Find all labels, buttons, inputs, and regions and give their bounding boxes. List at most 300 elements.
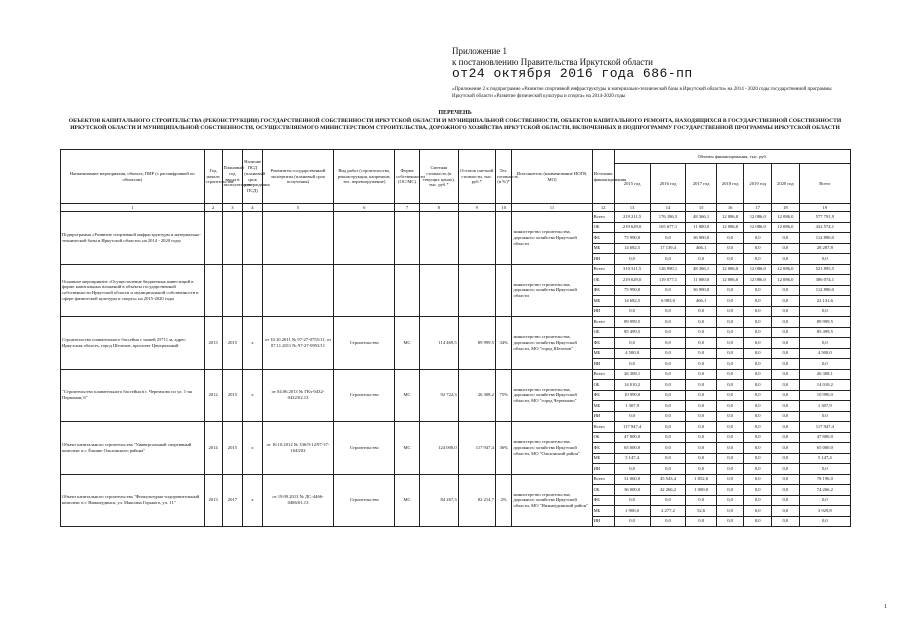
total-value: 4 500,0 [799, 348, 850, 359]
funding-source: Всего [592, 474, 614, 485]
total-value: 386 074,1 [799, 275, 850, 286]
funding-value: 0,0 [772, 506, 800, 517]
expertise-details: от 04.06.2013 № ГКэ-0432-0432/02.13 [262, 369, 334, 422]
readiness: 34% [495, 317, 512, 370]
funding-value: 0,0 [744, 474, 772, 485]
total-value: 65 000,0 [799, 443, 850, 454]
funding-value: 48 366,1 [686, 264, 716, 275]
year-end [222, 264, 243, 317]
funding-value: 0,0 [686, 411, 716, 422]
funding-value: 0,0 [772, 338, 800, 349]
funding-value: 0,0 [716, 233, 744, 244]
header-year-start: Год начала строительства [204, 150, 222, 204]
remaining-cost: 89 999,5 [458, 317, 495, 370]
expertise-details [262, 212, 334, 265]
object-name: Объект капитального строительства "Универсальный спортивный комплекс в г. Ёлкине Ольхонского района" [61, 422, 205, 475]
funding-value: 0,0 [772, 474, 800, 485]
funding-value: 1 307,9 [614, 401, 650, 412]
funding-value: 0,0 [744, 327, 772, 338]
header-year: 2015 год [614, 164, 650, 204]
funding-value: 0,0 [650, 285, 686, 296]
funding-source: ИИ [592, 359, 614, 370]
funding-value: 165 677,1 [650, 222, 686, 233]
funding-value: 0,0 [614, 338, 650, 349]
table-row [61, 264, 851, 275]
funding-value: 0,0 [716, 243, 744, 254]
table-row [61, 422, 851, 433]
readiness [495, 264, 512, 317]
funding-value: 11 000,0 [686, 222, 716, 233]
funding-value: 0,0 [650, 254, 686, 265]
table-row [61, 474, 851, 485]
funding-value: 0,0 [686, 401, 716, 412]
funding-value: 0,0 [772, 369, 800, 380]
funding-value: 0,0 [716, 443, 744, 454]
total-value: 0,0 [799, 411, 850, 422]
funding-source: ИИ [592, 306, 614, 317]
funding-value: 14 010,2 [614, 380, 650, 391]
funding-value: 0,0 [772, 254, 800, 265]
psd-status: х [243, 317, 262, 370]
funding-value: 117 947,4 [614, 422, 650, 433]
funding-value: 2 277,2 [650, 506, 686, 517]
funding-value: 0,0 [772, 243, 800, 254]
funding-value: 0,0 [614, 411, 650, 422]
funding-source: ФБ [592, 338, 614, 349]
funding-value: 89 999,5 [614, 317, 650, 328]
funding-value: 219 629,0 [614, 275, 650, 286]
funding-source: МБ [592, 453, 614, 464]
funding-value: 0,0 [716, 348, 744, 359]
ownership-form: МС [395, 474, 420, 527]
header-remaining: Остаток сметной стоимости, тыс. руб.* [458, 150, 495, 204]
total-value: 0,0 [799, 359, 850, 370]
funding-source: ИИ [592, 464, 614, 475]
total-value: 89 999,5 [799, 317, 850, 328]
funding-value: 176 186,5 [650, 212, 686, 223]
remaining-cost [458, 264, 495, 317]
funding-value: 0,0 [772, 495, 800, 506]
total-value: 112 890,0 [799, 285, 850, 296]
column-number: 5 [262, 204, 334, 212]
funding-value: 0,0 [772, 285, 800, 296]
total-value: 432 574,1 [799, 222, 850, 233]
funding-value: 0,0 [744, 306, 772, 317]
funding-value: 1 852,6 [686, 474, 716, 485]
funding-value: 0,0 [716, 516, 744, 527]
funding-value: 0,0 [614, 516, 650, 527]
funding-value: 6 983,0 [650, 296, 686, 307]
funding-source: ОБ [592, 275, 614, 286]
funding-value: 0,0 [650, 401, 686, 412]
funding-value: 0,0 [772, 516, 800, 527]
total-value: 521 895,5 [799, 264, 850, 275]
funding-value: 0,0 [772, 317, 800, 328]
executor: министерство строительства, дорожного хозяйства Иркутской области, МО "Нижнеудинский район" [512, 474, 592, 527]
funding-value: 0,0 [650, 390, 686, 401]
funding-value: 0,0 [686, 495, 716, 506]
estimated-cost: 92 722,3 [419, 369, 458, 422]
funding-value: 0,0 [744, 348, 772, 359]
funding-value: 0,0 [772, 327, 800, 338]
funding-source: ОБ [592, 432, 614, 443]
ownership-form: МС [395, 422, 420, 475]
funding-value: 0,0 [650, 233, 686, 244]
object-name: "Строительство плавательного бассейна в г. Черемхово по ул. 1-ая Первомая, 6" [61, 369, 205, 422]
total-value: 28 287,8 [799, 243, 850, 254]
column-number: 15 [686, 204, 716, 212]
funding-value: 65 000,0 [614, 443, 650, 454]
funding-value: 0,0 [744, 338, 772, 349]
expertise-details: от 19.09.2013 № ДС-4466-0486/01.13 [262, 474, 334, 527]
funding-value: 0,0 [744, 401, 772, 412]
funding-source: Всего [592, 264, 614, 275]
header-year: 2020 год [772, 164, 800, 204]
funding-value: 75 990,0 [614, 233, 650, 244]
funding-value: 0,0 [716, 474, 744, 485]
funding-value: 48 366,1 [686, 212, 716, 223]
funding-value: 0,0 [650, 422, 686, 433]
funding-value: 0,0 [744, 411, 772, 422]
header-executor: Исполнитель (наименование ИОГВ, МО) [512, 150, 592, 204]
funding-value: 0,0 [744, 516, 772, 527]
funding-value: 0,0 [716, 359, 744, 370]
funding-value: 0,0 [716, 506, 744, 517]
total-value: 0,0 [799, 516, 850, 527]
funding-value: 0,0 [744, 495, 772, 506]
column-number: 12 [592, 204, 614, 212]
total-value: 0,0 [799, 338, 850, 349]
year-end: 2015 [222, 317, 243, 370]
funding-value: 0,0 [772, 359, 800, 370]
funding-value: 0,0 [716, 422, 744, 433]
funding-source: Всего [592, 317, 614, 328]
funding-value: 0,0 [772, 453, 800, 464]
column-number: 13 [614, 204, 650, 212]
funding-value: 12 086,0 [716, 212, 744, 223]
header-cost: Сметная стоимость (в текущих ценах), тыс. руб.* [419, 150, 458, 204]
header-readiness: Тех. готовность (в %)* [495, 150, 512, 204]
funding-value: 119 077,1 [650, 275, 686, 286]
ownership-form: МС [395, 317, 420, 370]
psd-status: х [243, 422, 262, 475]
funding-value: 0,0 [744, 369, 772, 380]
header-work-type: Вид работ (строительство, реконструкция, капремонт, тех. перевооружение) [334, 150, 395, 204]
funding-value: 0,0 [614, 464, 650, 475]
appendix-note: «Приложение 2 к подпрограмме «Развитие спортивной инфраструктуры и материально-технической базы в Иркутской области» на 2014 - 2020 годы государственной программы Иркутской области «Развитие физической культуры и спорта» на 2014-2020 годы [452, 87, 832, 99]
funding-value: 0,0 [772, 306, 800, 317]
document-heading [60, 110, 850, 133]
funding-value: 0,0 [716, 411, 744, 422]
estimated-cost [419, 264, 458, 317]
work-type: Строительство [334, 369, 395, 422]
funding-value: 12 086,0 [716, 222, 744, 233]
expertise-details: от 10.10.2011 № 97-27-0755/11, от 07.11.2011 № 97-27-0953/11 [262, 317, 334, 370]
funding-value: 0,0 [772, 233, 800, 244]
funding-value: 0,0 [686, 516, 716, 527]
funding-value: 0,0 [716, 390, 744, 401]
funding-value: 0,0 [716, 380, 744, 391]
funding-source: МБ [592, 296, 614, 307]
column-numbers-row [61, 204, 851, 212]
column-number: 19 [799, 204, 850, 212]
total-value: 0,0 [799, 254, 850, 265]
funding-source: ОБ [592, 222, 614, 233]
funding-value: 0,0 [744, 390, 772, 401]
funding-value: 14 682,5 [614, 296, 650, 307]
funding-value: 75 990,0 [614, 285, 650, 296]
year-start [204, 264, 222, 317]
total-value: 0,0 [799, 306, 850, 317]
total-value: 47 800,0 [799, 432, 850, 443]
funding-value: 0,0 [686, 317, 716, 328]
funding-value: 0,0 [686, 306, 716, 317]
year-end [222, 212, 243, 265]
header-year: 2019 год [744, 164, 772, 204]
funding-value: 12 086,0 [772, 212, 800, 223]
column-number: 18 [772, 204, 800, 212]
funding-value: 0,0 [772, 432, 800, 443]
funding-value: 0,0 [744, 464, 772, 475]
table-row [61, 369, 851, 380]
total-value: 78 196,0 [799, 474, 850, 485]
psd-status [243, 212, 262, 265]
total-value: 0,0 [799, 495, 850, 506]
remaining-cost: 117 947,4 [458, 422, 495, 475]
work-type [334, 212, 395, 265]
funding-value: 12 086,0 [744, 212, 772, 223]
year-end: 2017 [222, 474, 243, 527]
header-source: Источник финансирования [592, 150, 614, 204]
funding-value: 0,0 [744, 422, 772, 433]
funding-value: 0,0 [650, 338, 686, 349]
funding-source: ФБ [592, 233, 614, 244]
funding-value: 0,0 [716, 464, 744, 475]
funding-value: 85 499,5 [614, 327, 650, 338]
funding-value: 0,0 [650, 432, 686, 443]
funding-value: 12 086,0 [772, 222, 800, 233]
ownership-form: МС [395, 369, 420, 422]
funding-value: 0,0 [650, 306, 686, 317]
ownership-form [395, 212, 420, 265]
funding-value: 11 000,0 [686, 275, 716, 286]
funding-source: ИИ [592, 254, 614, 265]
funding-value: 0,0 [686, 369, 716, 380]
ownership-form [395, 264, 420, 317]
funding-value: 0,0 [716, 495, 744, 506]
funding-value: 0,0 [716, 285, 744, 296]
funding-source: ФБ [592, 495, 614, 506]
header-ownership: Форма собственности (ОС/МС) [395, 150, 420, 204]
executor: министерство строительства, дорожного хозяйства Иркутской области [512, 264, 592, 317]
funding-value: 0,0 [614, 306, 650, 317]
funding-value: 0,0 [686, 327, 716, 338]
funding-value: 126 990,1 [650, 264, 686, 275]
funding-source: ОБ [592, 327, 614, 338]
funding-value: 1 900,0 [614, 506, 650, 517]
funding-value: 0,0 [686, 380, 716, 391]
funding-value: 0,0 [744, 317, 772, 328]
psd-status: х [243, 369, 262, 422]
column-number: 10 [495, 204, 512, 212]
object-name: Подпрограмма «Развитие спортивной инфраструктуры и материально- технической базы в Иркутской области» на 2014 - 2020 годы [61, 212, 205, 265]
object-name: Основное мероприятие «Осуществление бюджетных инвестиций в форме капитальных вложений в объекты государственной собственности Иркутской области и муниципальной собственности в сфере физической культуры и спорта» на 2015-2020 годы [61, 264, 205, 317]
funding-source: ИИ [592, 516, 614, 527]
funding-source: МБ [592, 401, 614, 412]
funding-value: 0,0 [686, 464, 716, 475]
funding-value: 0,0 [686, 453, 716, 464]
funding-value: 0,0 [716, 485, 744, 496]
funding-value: 0,0 [686, 422, 716, 433]
funding-value: 12 086,0 [772, 275, 800, 286]
funding-value: 12 086,0 [716, 264, 744, 275]
column-number: 8 [419, 204, 458, 212]
funding-value: 0,0 [614, 359, 650, 370]
funding-value: 0,0 [686, 338, 716, 349]
readiness: 2% [495, 474, 512, 527]
executor: министерство строительства, дорожного хозяйства Иркутской области, МО "город Черемхово" [512, 369, 592, 422]
funding-value: 5 147,4 [614, 453, 650, 464]
header-year: 2016 год [650, 164, 686, 204]
readiness [495, 212, 512, 265]
funding-value: 0,0 [650, 495, 686, 506]
column-number: 4 [243, 204, 262, 212]
header-funding: Объемы финансирования, тыс. руб. [614, 150, 850, 164]
funding-value: 12 086,0 [772, 264, 800, 275]
table-row [61, 317, 851, 328]
executor: министерство строительства, дорожного хозяйства Иркутской области, МО "Ольхонский район" [512, 422, 592, 475]
column-number: 3 [222, 204, 243, 212]
total-value: 3 929,8 [799, 506, 850, 517]
funding-value: 0,0 [650, 348, 686, 359]
funding-value: 0,0 [744, 380, 772, 391]
expertise-details: от 16.10.2012 № 336/9-12/97-37-1043/02 [262, 422, 334, 475]
readiness: 36% [495, 422, 512, 475]
funding-value: 0,0 [772, 296, 800, 307]
funding-source: ФБ [592, 390, 614, 401]
total-value: 22 131,6 [799, 296, 850, 307]
year-end: 2015 [222, 422, 243, 475]
funding-value: 0,0 [650, 516, 686, 527]
funding-value: 0,0 [772, 348, 800, 359]
header-year: 2018 год [716, 164, 744, 204]
funding-value: 0,0 [650, 369, 686, 380]
estimated-cost: 124 000,0 [419, 422, 458, 475]
funding-value: 12 086,0 [744, 275, 772, 286]
funding-value: 219 211,5 [614, 212, 650, 223]
funding-source: ОБ [592, 485, 614, 496]
funding-value: 12 086,0 [744, 222, 772, 233]
header-expertise: Реквизиты государственной экспертизы (плановый срок получения) [262, 150, 334, 204]
annex-line2: к постановлению Правительства Иркутской области [452, 57, 653, 67]
work-type: Строительство [334, 474, 395, 527]
funding-value: 466,1 [686, 296, 716, 307]
year-start: 2014 [204, 422, 222, 475]
total-value: 85 499,5 [799, 327, 850, 338]
funding-value: 0,0 [650, 443, 686, 454]
total-value: 5 147,4 [799, 453, 850, 464]
funding-value: 45 543,4 [650, 474, 686, 485]
funding-value: 47 800,0 [614, 432, 650, 443]
funding-source: ИИ [592, 411, 614, 422]
funding-value: 0,0 [650, 464, 686, 475]
funding-value: 0,0 [686, 348, 716, 359]
funding-value: 466,1 [686, 243, 716, 254]
object-name: Объект капитального строительства "Физкультурно-оздоровительный комплекс в г. Нижнеудинск, ул. Максима Горького, уч. 11" [61, 474, 205, 527]
total-value: 74 266,2 [799, 485, 850, 496]
estimated-cost: 84 267,3 [419, 474, 458, 527]
funding-value: 31 060,0 [614, 474, 650, 485]
psd-status: х [243, 474, 262, 527]
total-value: 14 010,2 [799, 380, 850, 391]
funding-value: 17 139,4 [650, 243, 686, 254]
funding-value: 0,0 [744, 453, 772, 464]
remaining-cost: 82 214,7 [458, 474, 495, 527]
column-number: 1 [61, 204, 205, 212]
funding-value: 4 500,0 [614, 348, 650, 359]
funding-value: 0,0 [650, 453, 686, 464]
annex-line3: от24 октября 2016 года 686-пп [452, 66, 693, 81]
funding-value: 0,0 [716, 327, 744, 338]
page-number: 1 [884, 604, 887, 610]
funding-source: Всего [592, 422, 614, 433]
funding-value: 0,0 [772, 485, 800, 496]
remaining-cost [458, 212, 495, 265]
funding-value: 0,0 [772, 443, 800, 454]
funding-value: 0,0 [772, 390, 800, 401]
funding-value: 0,0 [744, 296, 772, 307]
objects-table [60, 149, 851, 527]
remaining-cost: 26 308,2 [458, 369, 495, 422]
funding-value: 0,0 [744, 443, 772, 454]
funding-source: МБ [592, 506, 614, 517]
funding-value: 0,0 [614, 495, 650, 506]
funding-value: 0,0 [650, 380, 686, 391]
header-year: 2017 год [686, 164, 716, 204]
header-total: Всего [799, 164, 850, 204]
column-number: 17 [744, 204, 772, 212]
funding-value: 0,0 [686, 443, 716, 454]
funding-value: 0,0 [650, 359, 686, 370]
funding-value: 219 629,0 [614, 222, 650, 233]
funding-value: 52,6 [686, 506, 716, 517]
estimated-cost [419, 212, 458, 265]
funding-value: 0,0 [744, 254, 772, 265]
funding-source: ФБ [592, 285, 614, 296]
year-start: 2012 [204, 369, 222, 422]
funding-value: 0,0 [650, 327, 686, 338]
funding-value: 310 311,5 [614, 264, 650, 275]
funding-value: 0,0 [744, 485, 772, 496]
column-number: 11 [512, 204, 592, 212]
total-value: 26 308,1 [799, 369, 850, 380]
funding-value: 0,0 [716, 338, 744, 349]
funding-value: 0,0 [744, 243, 772, 254]
funding-value: 0,0 [716, 401, 744, 412]
estimated-cost: 114 469,5 [419, 317, 458, 370]
column-number: 16 [716, 204, 744, 212]
header-year-end: Плановый год ввода в эксплуатацию [222, 150, 243, 204]
funding-source: ОБ [592, 380, 614, 391]
funding-value: 1 000,0 [686, 485, 716, 496]
annex-header [452, 46, 693, 79]
heading-text: ОБЪЕКТОВ КАПИТАЛЬНОГО СТРОИТЕЛЬСТВА (РЕКОНСТРУКЦИИ) ГОСУДАРСТВЕННОЙ СОБСТВЕННОСТИ ИРКУТСКОЙ ОБЛАСТИ И МУНИЦИПАЛЬНОЙ СОБСТВЕННОСТИ, ОБЪЕКТОВ КАПИТАЛЬНОГО РЕМОНТА, НАХОДЯЩИХСЯ В ГОСУДАРСТВЕННОЙ СОБСТВЕННОСТИ ИРКУТСКОЙ ОБЛАСТИ И МУНИЦИПАЛЬНОЙ СОБСТВЕННОСТИ, ОСУЩЕСТВЛЯЕМОГО МИНИСТЕРСТВОМ СТРОИТЕЛЬСТВА, ДОРОЖНОГО ХОЗЯЙСТВА ИРКУТСКОЙ ОБЛАСТИ, ВКЛЮЧЕННЫХ В ПОДПРОГРАММУ ГОСУДАРСТВЕННОЙ ПРОГРАММЫ ИРКУТСКОЙ ОБЛАСТИ [68, 117, 842, 131]
funding-value: 14 682,5 [614, 243, 650, 254]
funding-value: 0,0 [772, 401, 800, 412]
funding-source: МБ [592, 348, 614, 359]
table-row [61, 212, 851, 223]
readiness: 75% [495, 369, 512, 422]
